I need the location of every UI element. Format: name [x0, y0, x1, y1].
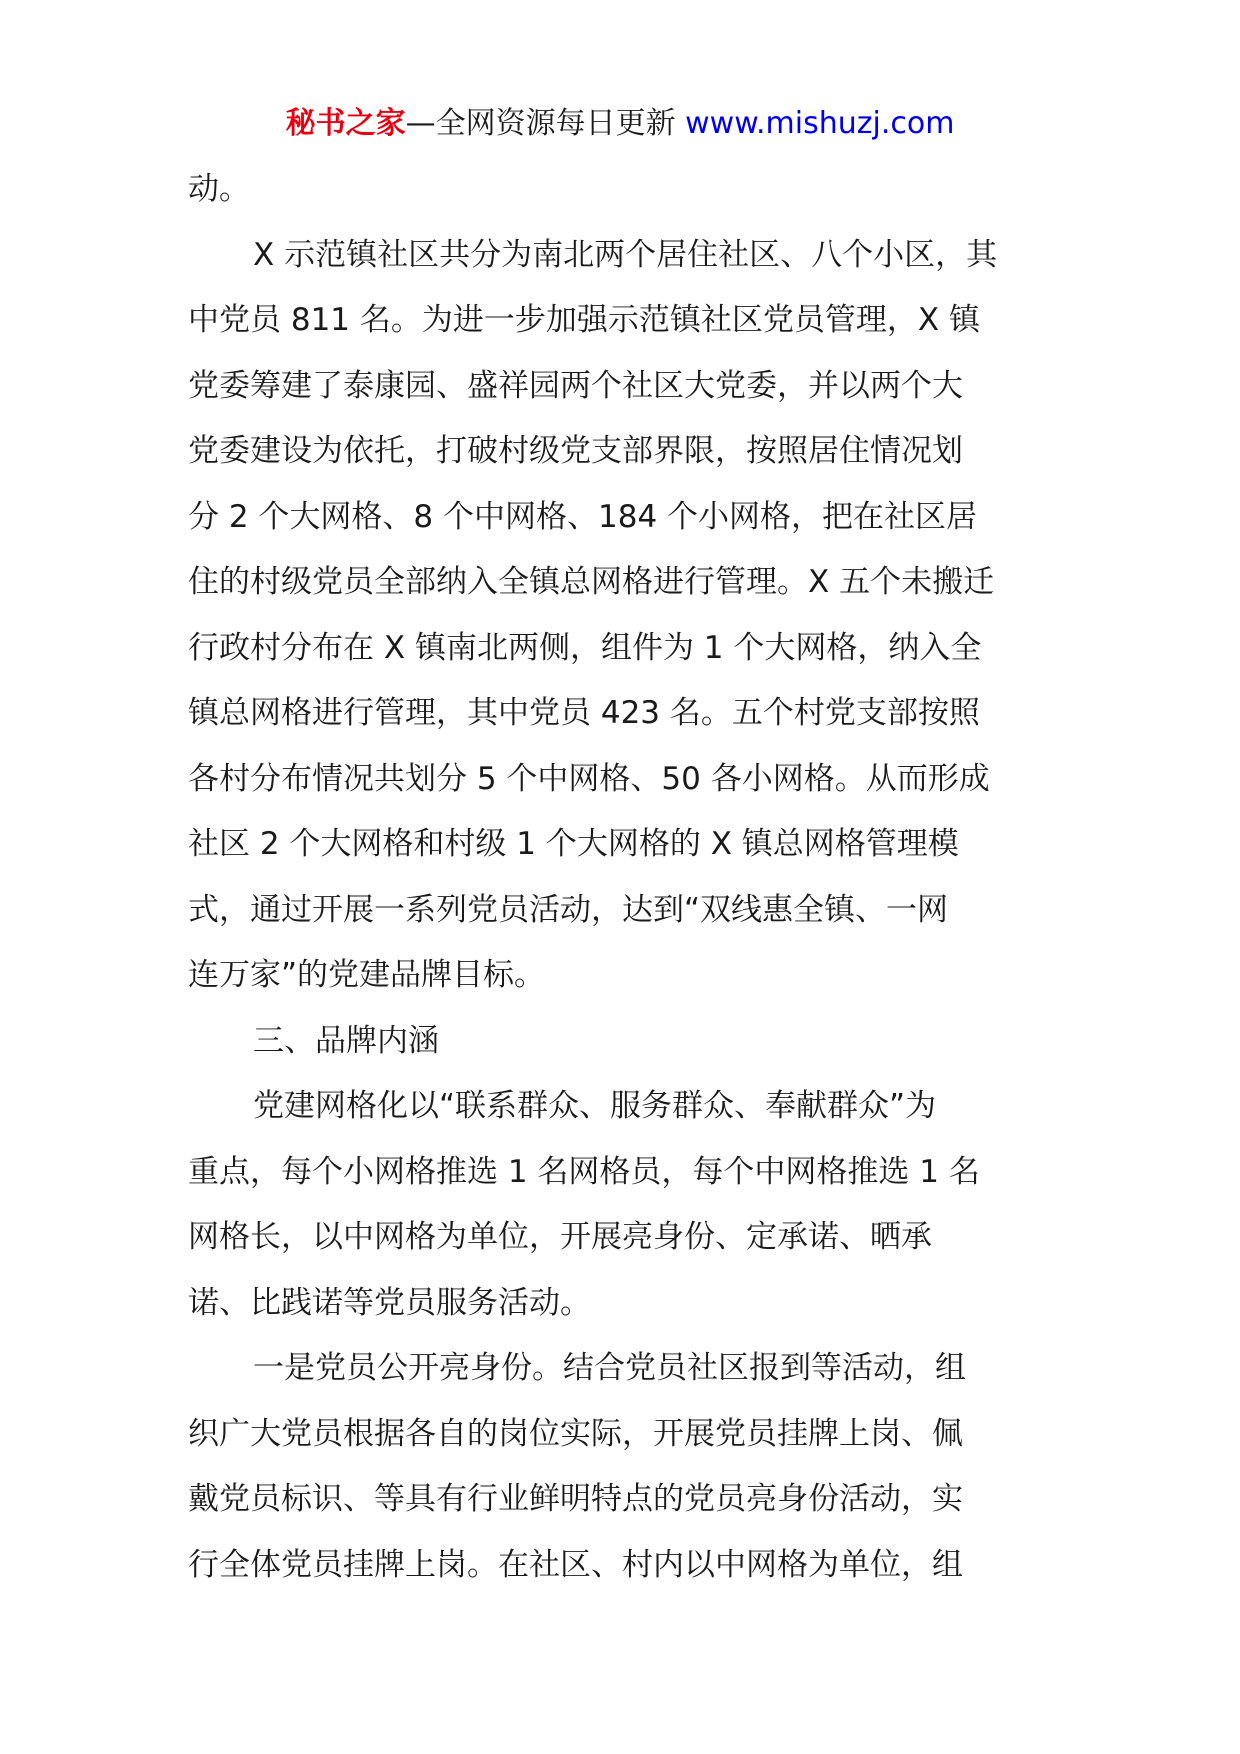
text-line: 网格长，以中网格为单位，开展亮身份、定承诺、晒承: [188, 1219, 932, 1255]
website-link[interactable]: www.mishuzj.com: [685, 106, 955, 141]
header-tagline: —全网资源每日更新: [405, 106, 686, 141]
text-line: 动。: [188, 171, 250, 207]
paragraph-start: X 示范镇社区共分为南北两个居住社区、八个小区，其: [253, 236, 998, 273]
text-line: 行政村分布在 X 镇南北两侧，组件为 1 个大网格，纳入全: [188, 629, 982, 666]
paragraph-start: 党建网格化以“联系群众、服务群众、奉献群众”为: [253, 1088, 937, 1124]
text-line: 分 2 个大网格、8 个中网格、184 个小网格，把在社区居: [188, 498, 978, 535]
document-body: [188, 157, 1058, 1598]
text-line: 织广大党员根据各自的岗位实际，开展党员挂牌上岗、佩: [188, 1415, 963, 1452]
section-heading: 三、品牌内涵: [253, 1022, 439, 1059]
text-line: 中党员 811 名。为进一步加强示范镇社区党员管理，X 镇: [188, 302, 980, 338]
text-line: 住的村级党员全部纳入全镇总网格进行管理。X 五个未搬迁: [188, 564, 995, 600]
page-header: [0, 104, 1240, 144]
text-line: 党委筹建了泰康园、盛祥园两个社区大党委，并以两个大: [188, 367, 963, 404]
text-line: 各村分布情况共划分 5 个中网格、50 各小网格。从而形成: [188, 760, 990, 797]
paragraph-start: 一是党员公开亮身份。结合党员社区报到等活动，组: [253, 1350, 966, 1386]
text-line: 行全体党员挂牌上岗。在社区、村内以中网格为单位，组: [188, 1546, 963, 1583]
text-line: 党委建设为依托，打破村级党支部界限，按照居住情况划: [188, 433, 963, 469]
text-line: 重点，每个小网格推选 1 名网格员，每个中网格推选 1 名: [188, 1153, 980, 1190]
text-line: 诺、比践诺等党员服务活动。: [188, 1284, 591, 1321]
text-line: 式，通过开展一系列党员活动，达到“双线惠全镇、一网: [188, 891, 949, 928]
text-line: 社区 2 个大网格和村级 1 个大网格的 X 镇总网格管理模: [188, 826, 959, 862]
text-line: 戴党员标识、等具有行业鲜明特点的党员亮身份活动，实: [188, 1481, 963, 1517]
text-line: 镇总网格进行管理，其中党员 423 名。五个村党支部按照: [188, 695, 980, 731]
brand-name: 秘书之家: [285, 106, 406, 141]
text-line: 连万家”的党建品牌目标。: [188, 957, 546, 993]
